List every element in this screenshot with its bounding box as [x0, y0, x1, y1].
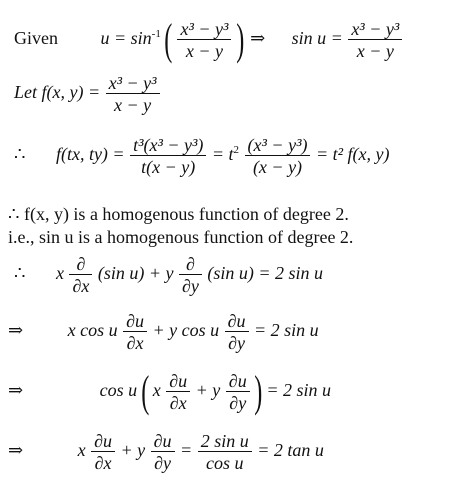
du-numerator-3: ∂u — [166, 372, 190, 392]
ftxty-numerator-1: t³(x³ − y³) — [130, 136, 206, 156]
let-denominator: x − y — [114, 95, 152, 115]
result-eq: = — [180, 440, 193, 461]
partial-x-operator — [69, 255, 92, 295]
let-lhs: Let f(x, y) = — [14, 82, 101, 103]
rhs-2tanu: = 2 tan u — [257, 440, 324, 461]
left-paren-2: ( — [140, 367, 149, 416]
line-given — [14, 15, 403, 64]
du-dx-fraction-2 — [166, 372, 190, 412]
implies-arrow-2: ⇒ — [8, 320, 24, 341]
partial-y-operator — [179, 255, 202, 295]
du-numerator-5: ∂u — [91, 432, 115, 452]
sinu-numerator: x³ − y³ — [348, 20, 402, 40]
partial-y: ∂y — [181, 276, 199, 296]
given-numerator: x³ − y³ — [177, 20, 231, 40]
line-euler — [14, 255, 323, 295]
factor-y: + y — [195, 380, 221, 401]
du-dy-fraction-3 — [151, 432, 175, 472]
therefore-symbol: ∴ — [14, 144, 26, 165]
given-lhs: u = sin — [100, 28, 152, 49]
sinu-over-cosu — [198, 432, 252, 472]
du-dx-fraction — [123, 312, 147, 352]
statement-homogenous-sinu: i.e., sin u is a homogenous function of degree 2. — [8, 227, 354, 247]
rhs-2sinu-2: = 2 sin u — [266, 380, 332, 401]
let-numerator: x³ − y³ — [106, 74, 160, 94]
ycosu: + y cos u — [152, 320, 220, 341]
partial-symbol-1: ∂ — [69, 255, 92, 275]
du-numerator-6: ∂u — [151, 432, 175, 452]
dx-denominator: ∂x — [126, 333, 144, 353]
cosu-factor: cos u — [99, 380, 138, 401]
du-numerator-2: ∂u — [225, 312, 249, 332]
line-ftxty — [14, 136, 389, 176]
given-denominator: x − y — [185, 41, 223, 61]
implies-arrow: ⇒ — [250, 28, 266, 49]
euler-middle: (sin u) + y — [97, 263, 174, 284]
ftxty-denominator-2: (x − y) — [252, 157, 303, 177]
left-paren: ( — [164, 15, 173, 64]
result-x: x — [77, 440, 86, 461]
partial-symbol-2: ∂ — [179, 255, 202, 275]
ftxty-tail: = t² f(x, y) — [315, 144, 390, 165]
cosu-denominator: cos u — [205, 453, 244, 473]
therefore-symbol-2: ∴ — [14, 263, 26, 284]
statement-homogenous-f: ∴ f(x, y) is a homogenous function of degree 2. — [8, 204, 349, 224]
right-paren-2: ) — [254, 367, 263, 416]
du-dx-fraction-3 — [91, 432, 115, 472]
t-exponent: 2 — [233, 144, 240, 157]
ftxty-lhs: f(tx, ty) = — [55, 144, 125, 165]
given-fraction — [177, 20, 231, 60]
sinu-fraction — [348, 20, 402, 60]
du-dy-fraction-2 — [226, 372, 250, 412]
sinu-lhs: sin u = — [291, 28, 343, 49]
dy-denominator-2: ∂y — [229, 393, 247, 413]
line-result — [8, 432, 324, 472]
implies-arrow-4: ⇒ — [8, 440, 24, 461]
given-label: Given — [14, 28, 58, 49]
twosinu-numerator: 2 sin u — [198, 432, 252, 452]
result-y: + y — [120, 440, 146, 461]
right-paren: ) — [236, 15, 245, 64]
inverse-exponent: -1 — [151, 28, 161, 41]
implies-arrow-3: ⇒ — [8, 380, 24, 401]
ftxty-fraction-2 — [245, 136, 311, 176]
euler-x: x — [55, 263, 64, 284]
dx-denominator-3: ∂x — [94, 453, 112, 473]
line-cos-factored — [8, 367, 332, 416]
line-cos-expanded — [8, 312, 319, 352]
ftxty-denominator-1: t(x − y) — [141, 157, 196, 177]
du-dy-fraction — [225, 312, 249, 352]
line-let — [14, 74, 161, 114]
dy-denominator: ∂y — [228, 333, 246, 353]
dx-denominator-2: ∂x — [169, 393, 187, 413]
partial-x: ∂x — [72, 276, 90, 296]
ftxty-fraction-1 — [130, 136, 206, 176]
let-fraction — [106, 74, 160, 114]
dy-denominator-3: ∂y — [154, 453, 172, 473]
sinu-denominator: x − y — [356, 41, 394, 61]
du-numerator-4: ∂u — [226, 372, 250, 392]
ftxty-numerator-2: (x³ − y³) — [245, 136, 311, 156]
rhs-2sinu: = 2 sin u — [254, 320, 319, 341]
xcosu: x cos u — [67, 320, 118, 341]
ftxty-eq-t: = t — [211, 144, 234, 165]
euler-rhs: (sin u) = 2 sin u — [207, 263, 324, 284]
du-numerator: ∂u — [123, 312, 147, 332]
factor-x: x — [152, 380, 161, 401]
